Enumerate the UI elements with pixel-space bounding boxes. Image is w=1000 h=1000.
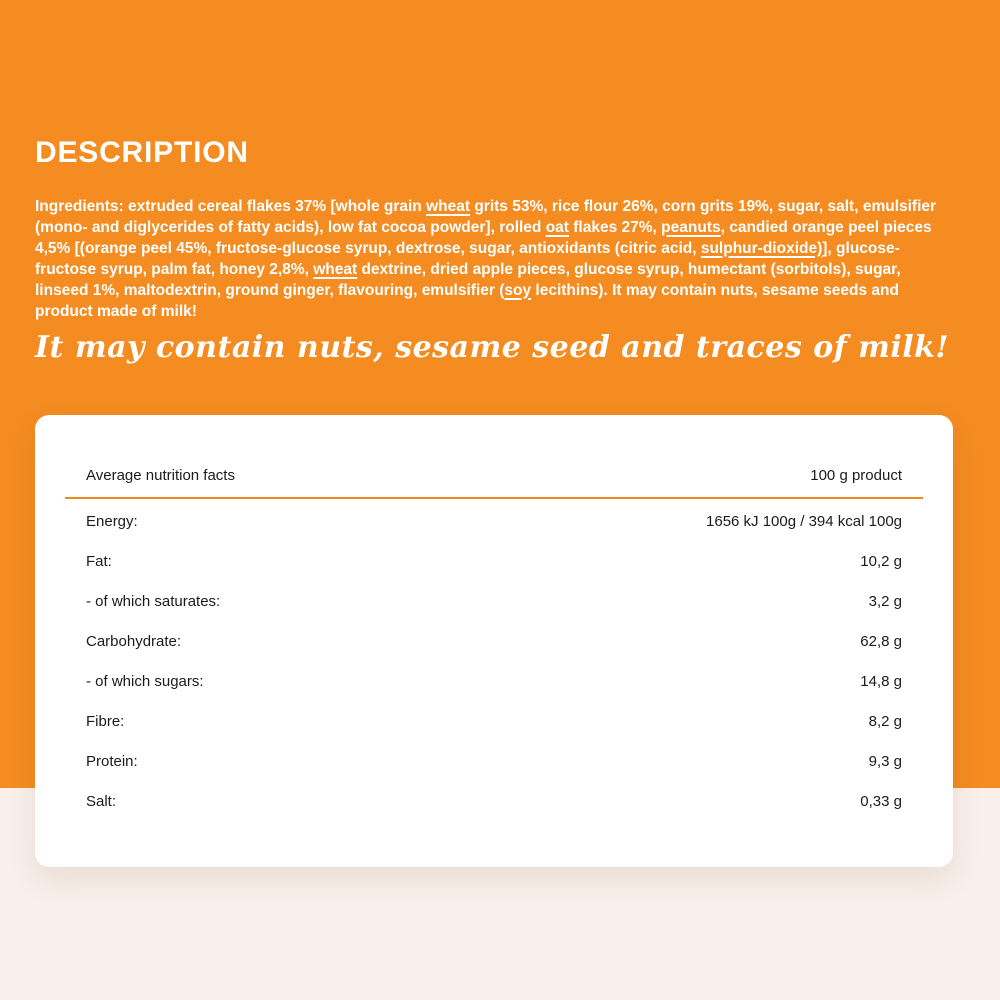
nutrient-label: Fat:: [86, 552, 112, 570]
ingredients-segment: , candied orange peel pieces 4,5% [(orange peel 45%, fructose-glucose syrup, dextrose, sugar, antioxidants (citric acid,: [35, 218, 932, 257]
nutrient-value: 1656 kJ 100g / 394 kcal 100g: [706, 512, 902, 530]
page-title: DESCRIPTION: [35, 136, 249, 170]
nutrient-label: Energy:: [86, 512, 138, 530]
nutrient-label: Carbohydrate:: [86, 632, 182, 650]
table-row: [65, 741, 923, 781]
nutrient-label: Fibre:: [86, 712, 125, 730]
nutrient-label: Salt:: [86, 792, 117, 810]
ingredients-text: [35, 196, 953, 322]
table-row: [65, 581, 923, 621]
allergen-term: wheat: [426, 197, 471, 215]
ingredients-segment: Ingredients: extruded cereal flakes 37% [whole grain: [35, 197, 427, 215]
allergen-term: soy: [504, 281, 532, 299]
nutrient-value: 8,2 g: [868, 712, 902, 730]
table-row: [65, 541, 923, 581]
allergen-term: peanuts: [661, 218, 721, 236]
allergen-term: sulphur-dioxide): [700, 239, 823, 257]
table-row: [65, 501, 923, 541]
nutrition-header-label: Average nutrition facts: [86, 467, 235, 484]
table-row: [65, 781, 923, 821]
nutrition-rows: [65, 501, 923, 821]
nutrient-value: 3,2 g: [868, 592, 902, 610]
allergen-term: wheat: [313, 260, 358, 278]
nutrient-value: 10,2 g: [860, 552, 902, 570]
allergen-note: It may contain nuts, sesame seed and traces of milk!: [35, 330, 950, 365]
ingredients-segment: flakes 27%,: [568, 218, 662, 236]
ingredients-segment: grits 53%, rice flour 26%, corn grits 19%, sugar, salt, emulsifier (mono- and diglycerides of fatty acids), low fat cocoa powder], rolled: [35, 197, 937, 236]
ingredients-segment: lecithins). It may contain nuts, sesame seeds and product made of milk!: [35, 281, 899, 320]
nutrition-facts-card: [35, 415, 953, 867]
nutrition-header-value: 100 g product: [810, 467, 902, 484]
ingredients-segment: ], glucose-fructose syrup, palm fat, honey 2,8%,: [35, 239, 900, 278]
table-row: [65, 661, 923, 701]
table-row: [65, 701, 923, 741]
nutrient-value: 62,8 g: [860, 632, 902, 650]
nutrition-table-header: [65, 467, 923, 499]
nutrient-value: 9,3 g: [868, 752, 902, 770]
nutrient-value: 14,8 g: [860, 672, 902, 690]
allergen-term: oat: [545, 218, 569, 236]
table-row: [65, 621, 923, 661]
nutrition-table: [65, 467, 923, 821]
ingredients-segment: dextrine, dried apple pieces, glucose syrup, humectant (sorbitols), sugar, linseed 1%, maltodextrin, ground ginger, flavouring, emulsifier (: [35, 260, 901, 299]
nutrient-label: Protein:: [86, 752, 138, 770]
nutrient-label: - of which sugars:: [86, 672, 204, 690]
nutrient-label: - of which saturates:: [86, 592, 221, 610]
nutrient-value: 0,33 g: [860, 792, 902, 810]
